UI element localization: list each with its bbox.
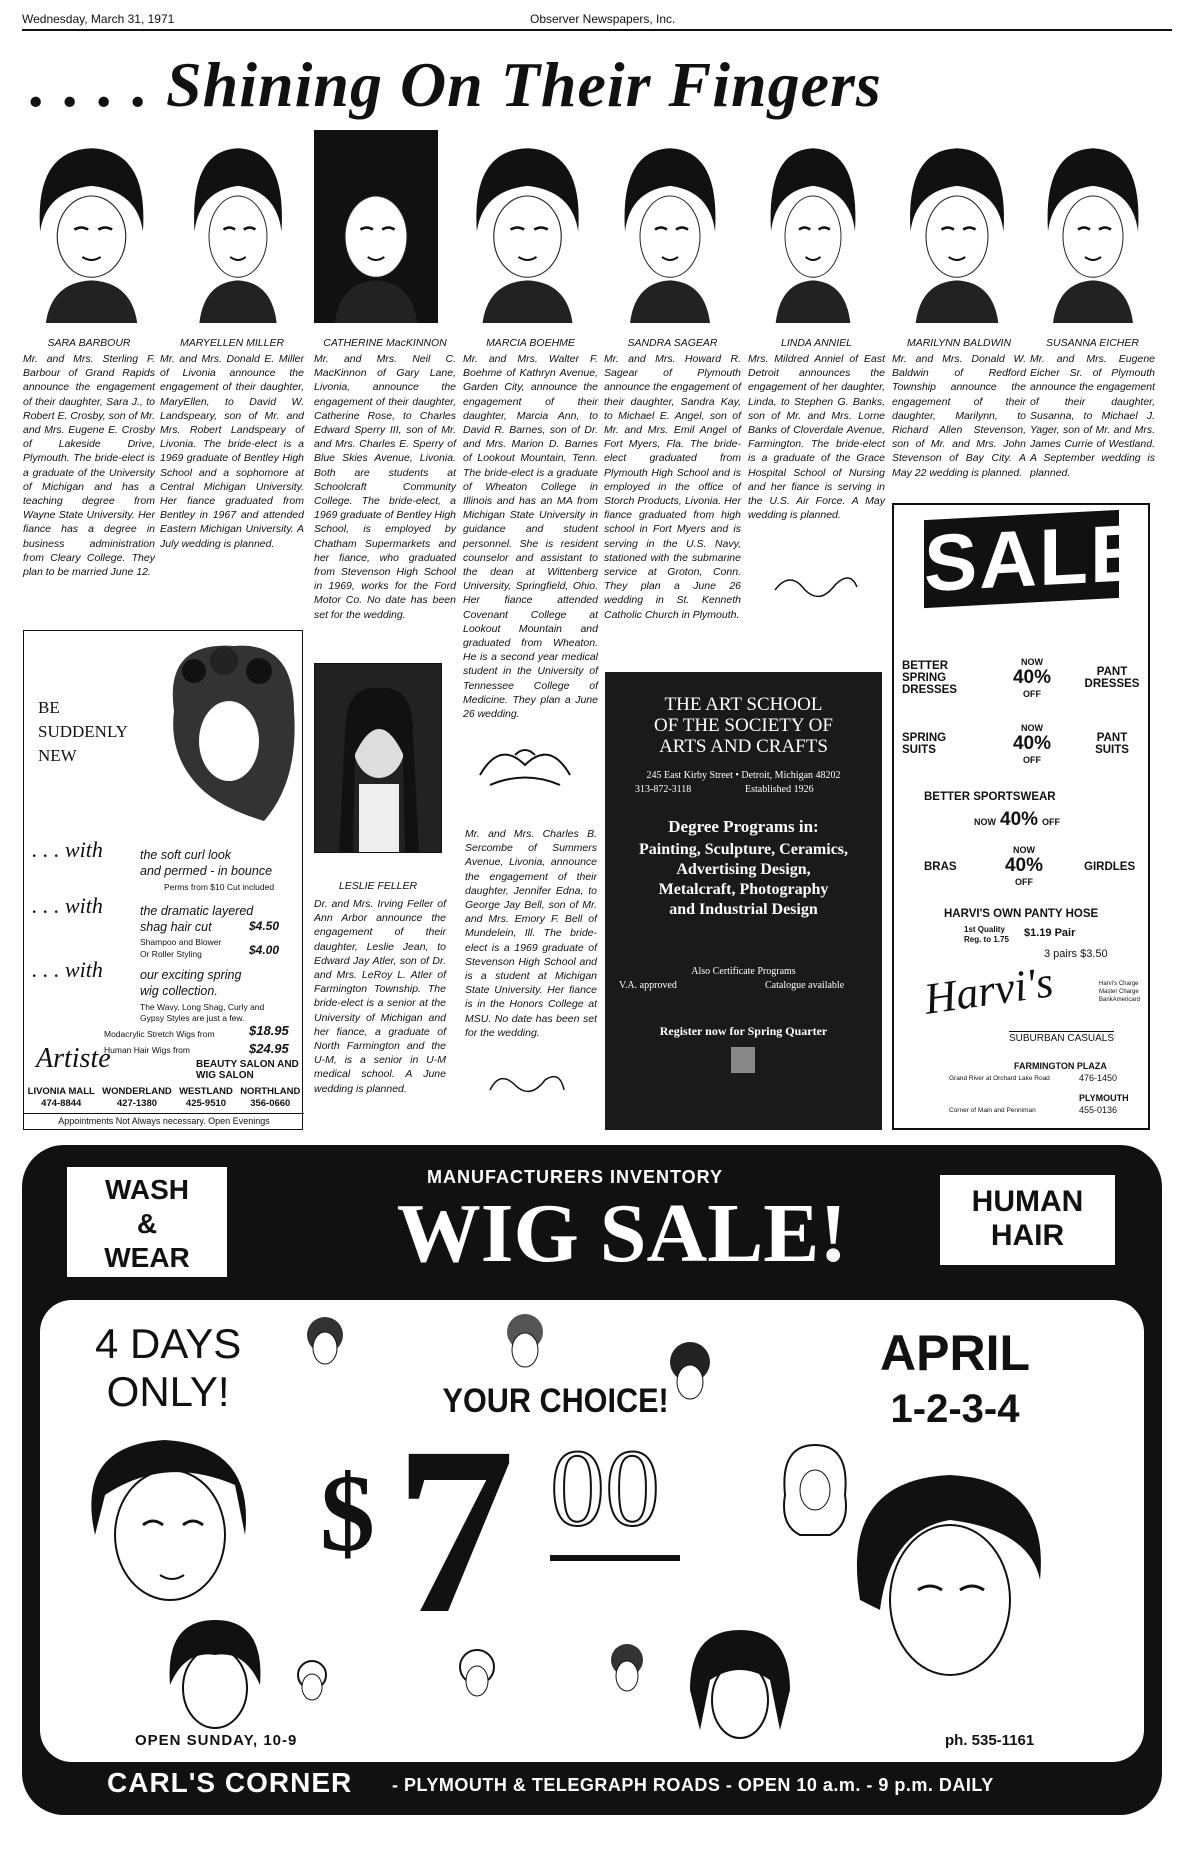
engagement-name: SUSANNA EICHER [1046, 337, 1139, 349]
price2: $4.00 [249, 943, 280, 957]
wig-face-illustration-8 [840, 1460, 1060, 1700]
sale-banner: SALE [924, 507, 1146, 609]
suburban-casuals: SUBURBAN CASUALS [1009, 1033, 1115, 1044]
program-line: Metalcraft, Photography [658, 881, 829, 898]
engagement-photo [460, 130, 595, 323]
engagement-photo [314, 130, 438, 323]
headline-line-3: NEW [38, 746, 77, 765]
engagement-photo [23, 130, 160, 323]
stretch-price: $18.95 [249, 1023, 289, 1038]
pair-price: $1.19 Pair [1024, 927, 1076, 939]
artiste-footer: Appointments Not Always necessary. Open Evenings [24, 1113, 304, 1126]
engagement-name: LINDA ANNIEL [781, 337, 852, 349]
sportswear-pct: 40% [1000, 809, 1039, 830]
four-days [95, 1320, 241, 1416]
price1: $4.50 [249, 919, 280, 933]
wig-face-illustration-9 [290, 1655, 335, 1715]
program-line: Painting, Sculpture, Ceramics, [638, 841, 849, 858]
girdles: GIRDLES [1084, 861, 1136, 873]
wear: WEAR [104, 1242, 190, 1273]
issue-date: Wednesday, March 31, 1971 [22, 12, 175, 26]
artschool-name-3: ARTS AND CRAFTS [659, 736, 828, 757]
artschool-ad [605, 672, 882, 1130]
only: ONLY! [106, 1368, 230, 1415]
engagement-photo [1033, 130, 1153, 323]
salon-location: LIVONIA MALL 474-8844 [27, 1086, 95, 1109]
human-price: $24.95 [249, 1041, 289, 1056]
april-dates [880, 1325, 1030, 1437]
price-main: 7 [395, 1397, 515, 1663]
store-name: CARL'S CORNER [107, 1767, 353, 1798]
engagement-text: Mr. and Mrs. Howard R. Sagear of Plymouth announce the engagement of their daughter, Sandra Kay, to Michael E. Angel, son of Mr. and Mrs. Emil Angel of Fort Myers, Fla. The bride-elect graduated from Plymouth High School and is employed in the office of Storch Products, Livonia. Her fiance graduated from high school in Fort Myers and is serving in the U.S. Navy, stationed with the submarine service at Groton, Conn. They plan a June 26 wedding in St. Kenneth Catholic Church in Plymouth. [604, 353, 741, 621]
line1a: the soft curl look [140, 848, 232, 862]
jennifer-text: Mr. and Mrs. Charles B. Sercombe of Summers Avenue, Livonia, announce the engagement of their daughter, Jennifer Edna, to George Jay Bell, son of Mr. and Mrs. Emory F. Bell of Mundelein, Ill. The bride-elect is a 1969 graduate of Stevenson High School and is a student at Michigan State University. Her fiance is in the Honors College at MSU. No date has been set for the wedding. [465, 828, 597, 1039]
sale-row [902, 645, 1142, 711]
wig-face-illustration-2 [155, 1610, 275, 1740]
sale-row-right: PANT SUITS [1095, 732, 1129, 756]
plymouth: PLYMOUTH [1079, 1093, 1129, 1103]
catalogue: Catalogue available [765, 980, 845, 991]
wig-face-illustration-1 [65, 1425, 265, 1625]
engagement-photo [895, 130, 1019, 323]
with-3: . . . with [32, 957, 103, 982]
artschool-emblem [731, 1047, 755, 1073]
headline-line-2: SUDDENLY [38, 722, 128, 741]
wig-styles: The Wavy, Long Shag, Curly and Gypsy Styles are just a few. [140, 1002, 265, 1023]
stretch-label: Modacrylic Stretch Wigs from [104, 1029, 215, 1039]
artiste-ad [23, 630, 303, 1130]
human-hair-box [940, 1175, 1115, 1265]
sportswear: BETTER SPORTSWEAR [924, 791, 1056, 803]
artiste-locations [24, 1086, 304, 1110]
sportswear-off: OFF [1042, 817, 1061, 827]
leslie-name: LESLIE FELLER [338, 880, 418, 892]
human: HUMAN [971, 1185, 1084, 1218]
salon-name: BEAUTY SALON AND WIG SALON [196, 1059, 299, 1081]
farmington-phone: 476-1450 [1079, 1073, 1118, 1083]
quality: 1st Quality [964, 925, 1005, 934]
sale-row-deal: NOW 40% OFF [1012, 657, 1052, 699]
wig-model-illustration [154, 631, 304, 831]
price-dollar: $ [320, 1452, 375, 1574]
flourish-ornament-2 [765, 565, 865, 605]
line1b: and permed - in bounce [140, 864, 273, 878]
flourish-ornament-3 [480, 1065, 570, 1105]
degree-heading: Degree Programs in: [668, 817, 819, 836]
line3b: wig collection. [140, 984, 218, 998]
engagement-text: Mrs. Mildred Anniel of East Detroit announces the engagement of her daughter, Linda, to Stephen G. Banks, son of Mr. and Mrs. Lorne Banks of Cloverdale Avenue, Farmington. The bride-elect is a graduate of the Grace Hospital School of Nursing and her fiance is serving in the U.S. Air Force. A May wedding is planned. [748, 353, 885, 522]
headline-line-1: BE [38, 698, 60, 717]
wig-face-illustration-11 [600, 1640, 655, 1710]
artschool-name-1: THE ART SCHOOL [664, 694, 823, 715]
leslie-photo [314, 663, 442, 853]
with-2: . . . with [32, 893, 103, 918]
ampersand: & [136, 1208, 158, 1239]
sale-row-right: PANT DRESSES [1084, 666, 1140, 690]
artschool-name-2: OF THE SOCIETY OF [654, 715, 833, 736]
harvis-logo: Harvi's [921, 957, 1056, 1024]
with-1: . . . with [32, 837, 103, 862]
days: 4 DAYS [95, 1320, 242, 1367]
leslie-text: Dr. and Mrs. Irving Feller of Ann Arbor announce the engagement of their daughter, Leslie Jean, to Edward Jay Atler, son of Dr. and Mrs. LeRoy L. Atler of Farmington Township. The bride-elect is a senior at the University of Michigan and her fiance, a graduate of North Farmington and the U-M, is a senior in U-M medical school. A June wedding is planned. [314, 898, 446, 1095]
wig-face-illustration-3 [295, 1310, 355, 1380]
engagement-name: SANDRA SAGEAR [627, 337, 718, 349]
wig-face-illustration-5 [660, 1340, 720, 1420]
wash: WASH [105, 1174, 189, 1205]
price2-note: Or Roller Styling [140, 949, 202, 959]
wig-sale-title: WIG SALE! [396, 1187, 848, 1280]
farmington-addr: Grand River at Orchard Lake Road [949, 1075, 1050, 1082]
engagement-name: MARCIA BOEHME [486, 337, 575, 349]
sportswear-deal [974, 809, 1060, 831]
bras-deal [999, 845, 1049, 887]
wig-face-illustration-10 [450, 1645, 505, 1715]
program-line: Advertising Design, [676, 861, 811, 878]
manufacturers-inventory: MANUFACTURERS INVENTORY [427, 1167, 724, 1187]
human-label: Human Hair Wigs from [104, 1045, 190, 1055]
bras-now: NOW [1013, 845, 1035, 855]
perms: Perms from $10 Cut included [164, 882, 275, 892]
engagement-photo [757, 130, 869, 323]
line2a: the dramatic layered [140, 904, 254, 918]
wig-sale-panel [40, 1300, 1144, 1762]
farmington-plaza: FARMINGTON PLAZA [1014, 1061, 1107, 1071]
wig-face-illustration-4 [495, 1310, 555, 1390]
artschool-address: 245 East Kirby Street • Detroit, Michigan 48202 [646, 770, 841, 781]
wig-phone: ph. 535-1161 [945, 1732, 1035, 1749]
line3a: our exciting spring [140, 968, 242, 982]
charge-cards: Harvi's Charge Master Charge BankAmericard [1099, 981, 1141, 1003]
price1-note: Shampoo and Blower [140, 937, 222, 947]
three-pairs: 3 pairs $3.50 [1044, 948, 1108, 960]
engagement-text: Mr. and Mrs. Sterling F. Barbour of Grand Rapids announce the engagement of their daughter, Sara J., to Robert E. Crosby, son of Mr. and Mrs. Eugene E. Crosby of Lakeside Drive, Plymouth. The bride-elect is a graduate of the University of Michigan and has a teaching degree from Wayne State University. Her fiance has a degree in business administration from Cleary College. They plan to be married June 12. [23, 353, 155, 579]
artiste-headline [38, 696, 128, 768]
line2b: shag hair cut [140, 920, 212, 934]
artschool-name [605, 694, 882, 757]
sale-row-left: BETTER SPRING DRESSES [902, 660, 957, 696]
program-line: and Industrial Design [669, 901, 818, 918]
engagement-photo [610, 130, 730, 323]
plymouth-phone: 455-0136 [1079, 1105, 1118, 1115]
artschool-phone: 313-872-3118 [635, 784, 692, 795]
april: APRIL [880, 1325, 1030, 1381]
publisher: Observer Newspapers, Inc. [530, 12, 676, 26]
salon-location: NORTHLAND 356-0660 [240, 1086, 301, 1109]
bras: BRAS [924, 861, 957, 873]
cert-programs: Also Certificate Programs [691, 966, 796, 977]
sale-row-deal: NOW 40% OFF [1012, 723, 1052, 765]
engagement-name: MARYELLEN MILLER [179, 337, 285, 349]
store-address-hours: - PLYMOUTH & TELEGRAPH ROADS - OPEN 10 a.m. - 9 p.m. DAILY [392, 1775, 994, 1795]
wash-wear-box [67, 1167, 227, 1277]
engagement-text: Mr. and Mrs. Donald W. Baldwin of Redford Township announce the engagement of their daughter, Marilynn, to Richard Allen Stevenson, son of Mr. and Mrs. John Stevenson of Bay City. A May 22 wedding is planned. [892, 353, 1026, 479]
plymouth-addr: Corner of Main and Penniman [949, 1107, 1036, 1114]
engagement-text: Mr. and Mrs. Donald E. Miller of Livonia announce the engagement of their daughter, MaryEllen, to David W. Landspeary, son of Mr. and Mrs. Robert Landspeary of Livonia. The bride-elect is a 1969 graduate of Bentley High School and a sophomore at Central Michigan University. Her fiance graduated from Bentley in 1967 and attended Eastern Michigan University. A July wedding is planned. [160, 353, 304, 550]
sportswear-now: NOW [974, 817, 996, 827]
salon-location: WESTLAND 425-9510 [179, 1086, 233, 1109]
wig-face-illustration-7 [680, 1620, 800, 1750]
engagement-name: MARILYNN BALDWIN [906, 337, 1012, 349]
sale-row [902, 711, 1142, 777]
price-underline [550, 1555, 680, 1561]
wig-sale-ad [22, 1145, 1162, 1815]
salon-location: WONDERLAND 427-1380 [102, 1086, 172, 1109]
open-sunday: OPEN SUNDAY, 10-9 [135, 1732, 298, 1749]
sale-row-left: SPRING SUITS [902, 732, 947, 756]
engagement-photo [180, 130, 296, 323]
artiste-logo: Artiste [36, 1043, 111, 1074]
register-now: Register now for Spring Quarter [659, 1024, 828, 1038]
price-cents: 00 [550, 1427, 660, 1549]
engagement-name: CATHERINE MacKINNON [323, 337, 447, 349]
harvis-ad [892, 503, 1150, 1130]
dates: 1-2-3-4 [890, 1387, 1020, 1431]
harvis-rows [902, 645, 1142, 777]
your-choice: YOUR CHOICE! [442, 1382, 669, 1420]
pantyhose: HARVI'S OWN PANTY HOSE [944, 908, 1099, 920]
artschool-established: Established 1926 [745, 784, 814, 795]
engagement-text: Mr. and Mrs. Eugene Eicher Sr. of Plymouth announce the engagement of their daughter, Susanna, to Michael J. Yager, son of Mr. and Mrs. James Currie of Westland. A September wedding is planned. [1030, 353, 1155, 479]
va-approved: V.A. approved [619, 980, 677, 991]
hair: HAIR [990, 1219, 1065, 1252]
programs-list [605, 840, 882, 920]
engagement-name: SARA BARBOUR [47, 337, 131, 349]
header-rule [22, 29, 1172, 31]
engagement-text: Mr. and Mrs. Neil C. MacKinnon of Gary Lane, Livonia, announce the engagement of their daughter, Catherine Rose, to Charles Edward Sperry III, son of Mr. and Mrs. Charles E. Sperry of Blue Skies Avenue, Livonia. Both are students at Schoolcraft Community College. The bride-elect, a 1969 graduate of Bentley High School, is employed by Chatham Supermarkets and her fiance, who graduated from Stevenson High School in 1969, works for the Ford Motor Co. No date has been set for the wedding. [314, 353, 456, 621]
reg-price: Reg. to 1.75 [964, 935, 1009, 944]
engagement-text: Mr. and Mrs. Walter F. Boehme of Kathryn Avenue, Garden City, announce the engagement of their daughter, Marcia Ann, to David R. Barnes, son of Dr. and Mrs. Marion D. Barnes of Lookout Mountain, Tenn. The bride-elect is a graduate of Wheaton College in Illinois and has an MA from Michigan State University in guidance and student personnel. She is resident counselor and assistant to the dean at Wittenberg University, Springfield, Ohio. Her fiance attended Covenant College at Lookout Mountain and graduated from Wheaton. He is a second year medical student in the University of Tennessee College of Medicine. They plan a June 26 wedding. [463, 353, 598, 721]
page-title: . . . . Shining On Their Fingers [30, 49, 882, 120]
bras-off: OFF [1015, 877, 1033, 887]
flourish-ornament [470, 735, 580, 795]
bras-pct: 40% [1004, 855, 1044, 876]
